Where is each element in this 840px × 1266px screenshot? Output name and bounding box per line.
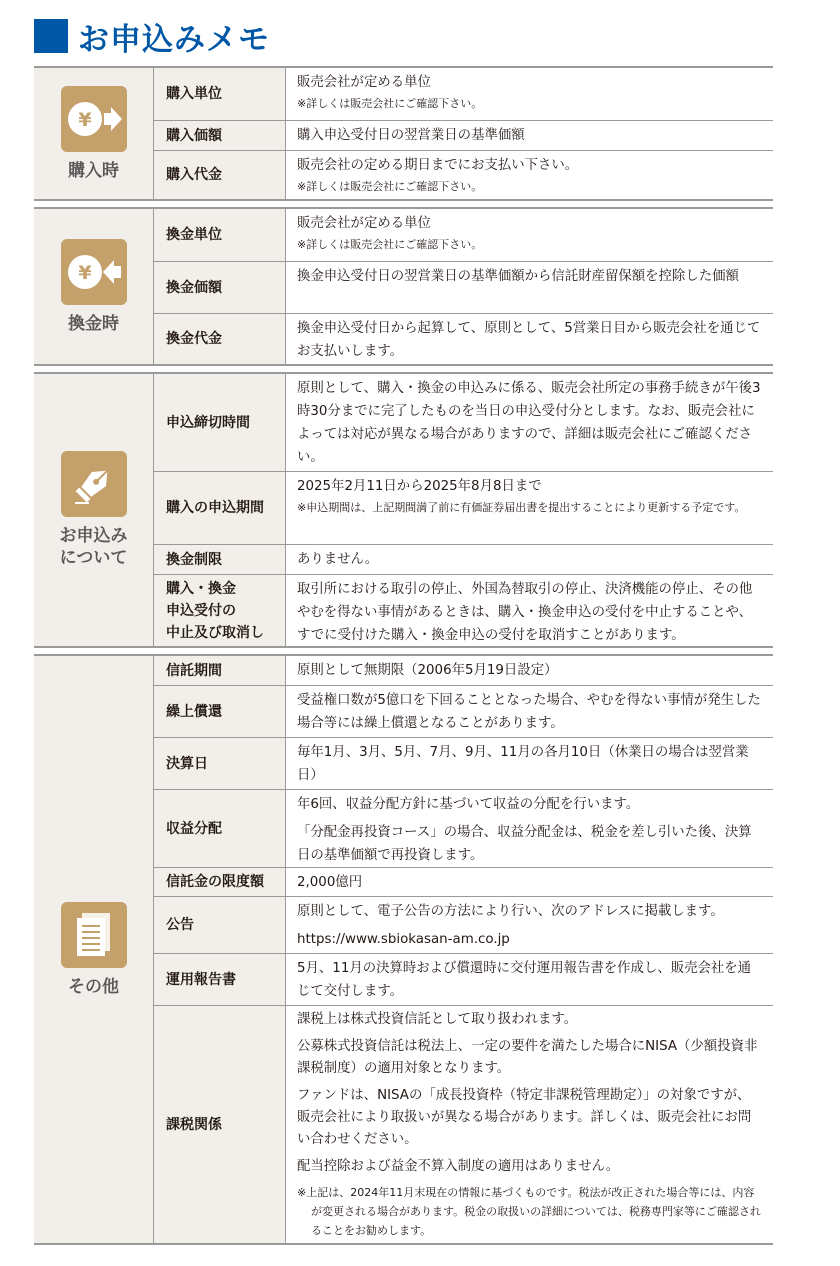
section-purchase — [34, 66, 773, 201]
row-header: 購入代金 — [154, 151, 286, 199]
value-text: 公募株式投資信託は税法上、一定の要件を満たした場合にNISA（少額投資非課税制度）の適用対象となります。 — [297, 1039, 758, 1076]
table-row — [154, 1005, 773, 1243]
table-row — [154, 261, 773, 313]
row-header: 購入の申込期間 — [154, 472, 286, 544]
table-row — [154, 953, 773, 1005]
row-value — [286, 575, 773, 646]
row-value — [286, 151, 773, 199]
title-square-marker — [34, 19, 68, 53]
value-text: 原則として、電子公告の方法により行い、次のアドレスに掲載します。 — [297, 904, 724, 919]
row-value — [286, 209, 773, 261]
category-label-l2: について — [59, 548, 128, 568]
value-note: ※詳しくは販売会社にご確認下さい。 — [297, 180, 483, 193]
row-header: 申込締切時間 — [154, 374, 286, 471]
table-row — [154, 867, 773, 896]
category-apply — [34, 374, 154, 646]
table-row — [154, 574, 773, 646]
row-value — [286, 738, 773, 789]
table-row — [154, 68, 773, 120]
row-header: 購入単位 — [154, 68, 286, 120]
value-text: ファンドは、NISAの「成長投資枠（特定非課税管理勘定）」の対象ですが、販売会社により取扱いが異なる場合があります。詳しくは、販売会社にお問い合わせください。 — [297, 1088, 752, 1147]
row-header: 運用報告書 — [154, 954, 286, 1005]
row-header: 決算日 — [154, 738, 286, 789]
yen-arrow-in-icon — [61, 86, 127, 152]
category-label: その他 — [68, 976, 119, 997]
value-text: 販売会社の定める期日までにお支払い下さい。 — [297, 158, 579, 173]
table-row — [154, 544, 773, 574]
row-value — [286, 686, 773, 737]
category-redeem — [34, 209, 154, 364]
category-label-l1: お申込み — [59, 526, 128, 546]
value-text: 2,000億円 — [297, 874, 363, 890]
row-value — [286, 472, 773, 544]
row-value — [286, 954, 773, 1005]
value-text: 配当控除および益金不算入制度の適用はありません。 — [297, 1159, 620, 1174]
category-label: 購入時 — [68, 160, 119, 181]
value-text: 年6回、収益分配方針に基づいて収益の分配を行います。 — [297, 797, 640, 812]
value-text: ありません。 — [297, 552, 379, 567]
row-header: 換金制限 — [154, 545, 286, 574]
row-value — [286, 868, 773, 896]
value-note: ※詳しくは販売会社にご確認下さい。 — [297, 97, 483, 110]
row-header: 換金価額 — [154, 262, 286, 313]
row-value — [286, 314, 773, 364]
yen-arrow-out-icon — [61, 239, 127, 305]
row-value — [286, 1006, 773, 1243]
value-text: 「分配金再投資コース」の場合、収益分配金は、税金を差し引いた後、決算日の基準価額で再投資します。 — [297, 825, 752, 863]
svg-text:¥: ¥ — [77, 261, 92, 284]
notice-url[interactable]: https://www.sbiokasan-am.co.jp — [297, 932, 510, 947]
value-text: 換金申込受付日の翌営業日の基準価額から信託財産留保額を控除した価額 — [297, 269, 739, 284]
category-other — [34, 656, 154, 1243]
row-header-l3: 中止及び取消し — [166, 624, 264, 641]
value-text: 取引所における取引の停止、外国為替取引の停止、決済機能の停止、その他やむを得ない事情があるときは、購入・換金申込の受付を中止することや、すでに受付けた購入・換金申込の受付を取消すことがあります。 — [297, 582, 753, 643]
row-header-l1: 購入・換金 — [166, 580, 236, 597]
row-value — [286, 545, 773, 574]
table-row — [154, 374, 773, 471]
document-icon — [61, 902, 127, 968]
value-text: 購入申込受付日の翌営業日の基準価額 — [297, 128, 525, 143]
value-note: ※申込期間は、上記期間満了前に有価証券届出書を提出することにより更新する予定です。 — [297, 501, 746, 514]
table-row — [154, 313, 773, 364]
table-row — [154, 209, 773, 261]
row-header: 収益分配 — [154, 790, 286, 867]
row-header: 公告 — [154, 897, 286, 953]
value-text: 原則として無期限（2006年5月19日設定） — [297, 663, 558, 678]
table-row — [154, 150, 773, 199]
section-apply — [34, 372, 773, 648]
value-note: ※詳しくは販売会社にご確認下さい。 — [297, 238, 483, 251]
row-header: 換金代金 — [154, 314, 286, 364]
row-header: 換金単位 — [154, 209, 286, 261]
value-text: 5月、11月の決算時および償還時に交付運用報告書を作成し、販売会社を通じて交付します。 — [297, 961, 752, 999]
row-header — [154, 575, 286, 646]
row-value — [286, 121, 773, 150]
section-other — [34, 654, 773, 1245]
value-text: 課税上は株式投資信託として取り扱われます。 — [297, 1012, 578, 1027]
table-row — [154, 737, 773, 789]
section-redeem — [34, 207, 773, 366]
row-header: 購入価額 — [154, 121, 286, 150]
row-header: 信託金の限度額 — [154, 868, 286, 896]
row-value — [286, 262, 773, 313]
value-text: 受益権口数が5億口を下回ることとなった場合、やむを得ない事情が発生した場合等には繰上償還となることがあります。 — [297, 693, 761, 731]
value-text: 毎年1月、3月、5月、7月、9月、11月の各月10日（休業日の場合は翌営業日） — [297, 745, 749, 783]
value-text: 換金申込受付日から起算して、原則として、5営業日目から販売会社を通じてお支払いします。 — [297, 321, 761, 359]
table-row — [154, 656, 773, 685]
row-value — [286, 897, 773, 953]
value-text: 販売会社が定める単位 — [297, 75, 431, 90]
category-purchase — [34, 68, 154, 199]
row-value — [286, 68, 773, 120]
category-label: 換金時 — [68, 313, 119, 334]
title-text: お申込みメモ — [78, 21, 270, 58]
row-header-l2: 申込受付の — [166, 602, 236, 619]
value-text: 2025年2月11日から2025年8月8日まで — [297, 479, 542, 494]
value-text: 原則として、購入・換金の申込みに係る、販売会社所定の事務手続きが午後3時30分までに完了したものを当日の申込受付分とします。なお、販売会社によっては対応が異なる場合がありますので、詳細は販売会社にご確認ください。 — [297, 381, 761, 465]
table-row — [154, 471, 773, 544]
row-header: 課税関係 — [154, 1006, 286, 1243]
row-header: 繰上償還 — [154, 686, 286, 737]
row-value — [286, 790, 773, 867]
svg-text:¥: ¥ — [77, 108, 92, 131]
table-row — [154, 789, 773, 867]
table-row — [154, 896, 773, 953]
table-row — [154, 120, 773, 150]
row-value — [286, 656, 773, 685]
row-header: 信託期間 — [154, 656, 286, 685]
value-text: 販売会社が定める単位 — [297, 216, 431, 231]
page-title — [34, 16, 270, 56]
table-row — [154, 685, 773, 737]
row-value — [286, 374, 773, 471]
value-note: ※上記は、2024年11月末現在の情報に基づくものです。税法が改正された場合等には、内容が変更される場合があります。税金の取扱いの詳細については、税務専門家等にご確認されることをお勧めします。 — [297, 1186, 761, 1237]
pen-nib-icon — [61, 451, 127, 517]
